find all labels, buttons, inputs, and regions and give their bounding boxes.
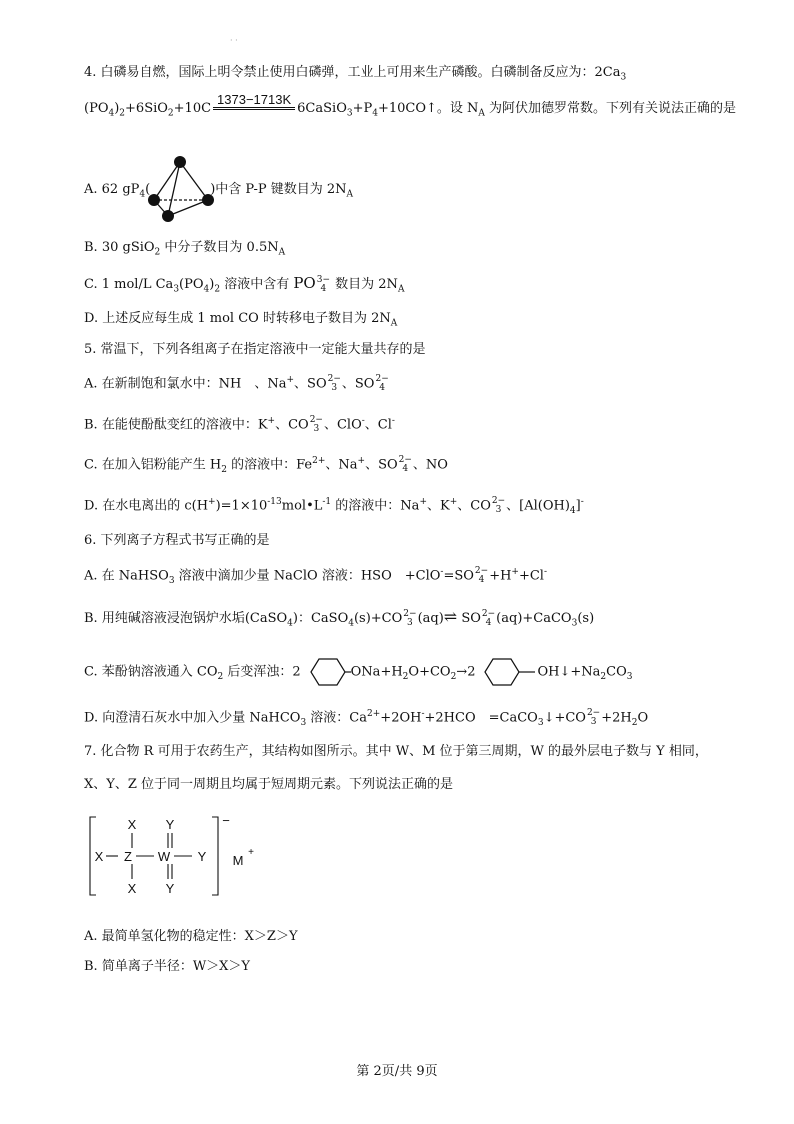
atom-x-bottom: X bbox=[127, 881, 137, 896]
q6-option-c: C. 苯酚钠溶液通入 $CO_2$ 后变浑浊：2 $ONa+H_2O+CO_2\to 2$ $OH↓+Na_2CO_3$ bbox=[84, 657, 632, 687]
p-atom-left bbox=[148, 194, 160, 206]
p4-tetrahedron-diagram bbox=[140, 152, 220, 224]
atom-z: Z bbox=[124, 849, 132, 864]
q4-stem-line2: $(PO_4)_2+6SiO_2+10C$ 1373−1713K $6CaSiO_3+P_4+10CO↑$。设 $N_A$ 为阿伏加德罗常数。下列有关说法正确的是 bbox=[84, 92, 737, 119]
benzene-ring-icon bbox=[301, 657, 351, 687]
atom-w: W bbox=[157, 849, 171, 864]
q4-option-b: B. 30 gSiO$_2$ 中分子数目为 $0.5N_A$ bbox=[84, 240, 286, 258]
q7-option-a: A. 最简单氢化物的稳定性：X＞Z＞Y bbox=[84, 929, 298, 944]
atom-x-left: X bbox=[94, 849, 104, 864]
benzene-ring-icon bbox=[475, 657, 537, 687]
cation-m-charge: + bbox=[248, 847, 254, 858]
atom-x-top: X bbox=[127, 817, 137, 832]
q6-option-d: D. 向澄清石灰水中加入少量 NaHCO$_3$ 溶液：$Ca^{2+}+2OH^-+2HCO$ =CaCO$_3$↓+CO 2− 3 $+2H_2O$ bbox=[84, 708, 649, 729]
q5-option-b: B. 在能使酚酞变红的溶液中：K+、CO 2− 3 、ClO-、Cl- bbox=[84, 415, 395, 434]
q5-option-d: D. 在水电离出的 $c(H^+)=1\times 10^{-13}mol•L^{-1}$ 的溶液中：Na+、K+、CO 2− 3 、$[Al(OH)_4]^-$ bbox=[84, 496, 584, 517]
q6-option-b: B. 用纯碱溶液浸泡锅炉水垢(CaSO$_4$)：CaSO$_4$(s)+CO 2− 3 (aq)⇌ SO 2− 4 (aq)+CaCO$_3$(s) bbox=[84, 607, 595, 629]
sodium-phenoxide-group: ONa bbox=[350, 664, 381, 680]
q7-stem-line1: 7. 化合物 R 可用于农药生产，其结构如图所示。其中 W、M 位于第三周期，W 的最外层电子数与 Y 相同， bbox=[84, 744, 708, 759]
p-atom-front bbox=[162, 210, 174, 222]
p-atom-right bbox=[202, 194, 214, 206]
q7-option-b: B. 简单离子半径：W＞X＞Y bbox=[84, 959, 251, 974]
equilibrium-arrow: ⇌ bbox=[443, 607, 458, 626]
q4-option-a: A. 62 $gP_4$( )中含 P-P 键数目为 $2N_A$ bbox=[84, 182, 354, 200]
atom-y-top: Y bbox=[165, 817, 175, 832]
q6-option-a: A. 在 NaHSO$_3$ 溶液中滴加少量 NaClO 溶液：HSO +ClO-=SO 2− 4 +H++Cl- bbox=[84, 566, 548, 587]
q4-option-d: D. 上述反应每生成 1 mol CO 时转移电子数目为 $2N_A$ bbox=[84, 311, 398, 329]
q6-stem: 6. 下列离子方程式书写正确的是 bbox=[84, 533, 270, 548]
page-footer: 第 2页/共 9页 bbox=[356, 1064, 438, 1079]
atom-y-bottom: Y bbox=[165, 881, 175, 896]
q5-stem: 5. 常温下，下列各组离子在指定溶液中一定能大量共存的是 bbox=[84, 342, 426, 357]
q7-stem-line2: X、Y、Z 位于同一周期且均属于短周期元素。下列说法正确的是 bbox=[84, 777, 454, 792]
cation-m: M bbox=[232, 853, 244, 868]
atom-y-right: Y bbox=[197, 849, 207, 864]
q4-stem-line1: 4. 白磷易自燃，国际上明令禁止使用白磷弹，工业上可用来生产磷酸。白磷制备反应为：$2Ca_3$ bbox=[84, 65, 627, 83]
compound-r-structure bbox=[88, 815, 268, 897]
q4-option-c: C. 1 mol/L $Ca_3(PO_4)_2$ 溶液中含有 PO 3− 4 数目为 $2N_A$ bbox=[84, 274, 405, 295]
page-top-mark: · · bbox=[230, 36, 238, 45]
charge-minus: − bbox=[222, 815, 230, 828]
phenol-group: OH bbox=[537, 664, 560, 680]
p-atom-top bbox=[174, 156, 186, 168]
q5-option-a: A. 在新制饱和氯水中：NH 、Na+、SO 2− 3 、SO 2− 4 bbox=[84, 374, 389, 393]
reaction-condition: 1373−1713K bbox=[213, 92, 295, 110]
q5-option-c: C. 在加入铝粉能产生 $H_2$ 的溶液中：$Fe^{2+}$、Na+、SO 2− 4 、NO bbox=[84, 455, 448, 476]
